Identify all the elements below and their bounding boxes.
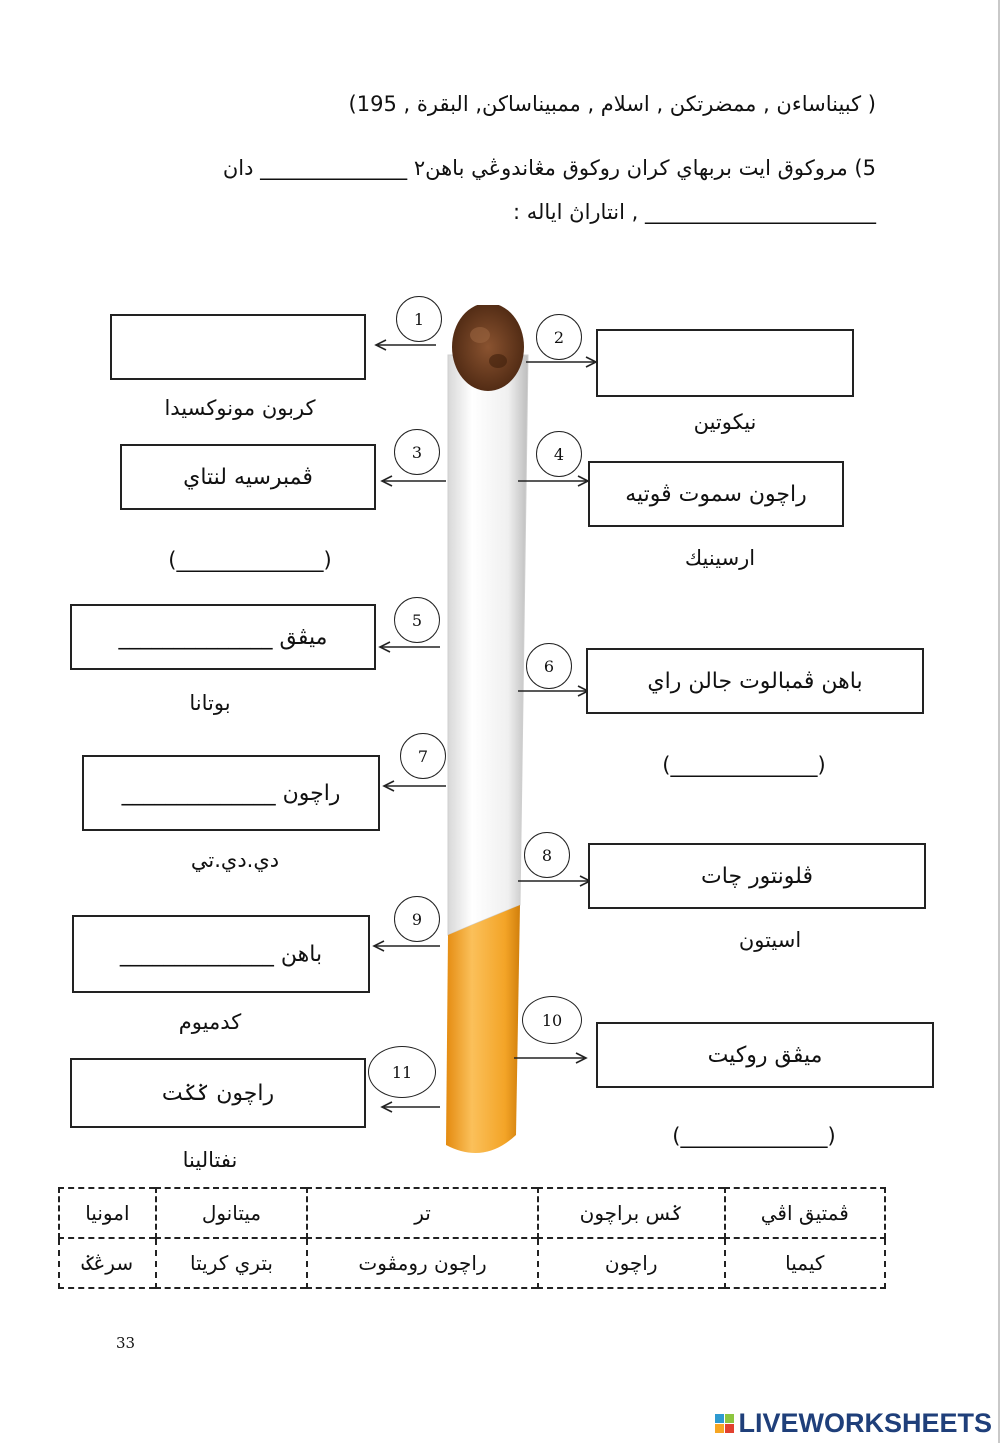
label-10-blank[interactable]: (______________) bbox=[672, 1124, 836, 1148]
word-bank-cell[interactable]: تر bbox=[307, 1188, 538, 1238]
number-circle-1: 1 bbox=[396, 296, 442, 342]
number-circle-9: 9 bbox=[394, 896, 440, 942]
page-number: 33 bbox=[116, 1334, 136, 1352]
liveworksheets-icon bbox=[715, 1414, 734, 1433]
number-circle-2: 2 bbox=[536, 314, 582, 360]
answer-box-3[interactable]: ڤمبرسيه لنتاي bbox=[120, 444, 376, 510]
answer-box-11[interactable]: راچون ݢݢت bbox=[70, 1058, 366, 1128]
brand-name: LIVEWORKSHEETS bbox=[738, 1408, 992, 1438]
number-circle-11: 11 bbox=[368, 1046, 436, 1098]
answer-box-4[interactable]: راچون سموت ڤوتيه bbox=[588, 461, 844, 527]
word-bank-cell[interactable]: بتري كريتا bbox=[156, 1238, 308, 1288]
label-4: ارسينيك bbox=[684, 546, 756, 570]
number-circle-7: 7 bbox=[400, 733, 446, 779]
answer-box-6[interactable]: باهن ڤمبالوت جالن راي bbox=[586, 648, 924, 714]
word-bank-cell[interactable]: امونيا bbox=[59, 1188, 156, 1238]
header-line-1: ( كبيناساءن , ممضرتكن , اسلام , ممبيناساكن, البقرة , 195) bbox=[348, 92, 876, 116]
word-bank-table bbox=[58, 1187, 886, 1289]
answer-box-8[interactable]: ڤلونتور چات bbox=[588, 843, 926, 909]
label-8: اسيتون bbox=[738, 928, 802, 952]
label-3-blank[interactable]: (______________) bbox=[168, 548, 332, 572]
label-6-blank[interactable]: (______________) bbox=[662, 753, 826, 777]
word-bank-cell[interactable]: راچون bbox=[538, 1238, 725, 1288]
answer-box-9[interactable]: باهن ______________ bbox=[72, 915, 370, 993]
number-circle-3: 3 bbox=[394, 429, 440, 475]
number-circle-5: 5 bbox=[394, 597, 440, 643]
number-circle-8: 8 bbox=[524, 832, 570, 878]
word-bank-cell[interactable]: ڤمتيق اڤي bbox=[725, 1188, 885, 1238]
answer-box-5[interactable]: ميڤق ______________ bbox=[70, 604, 376, 670]
header-line-3: ______________________ , انتاراڽ اياله : bbox=[513, 200, 876, 224]
number-circle-10: 10 bbox=[522, 996, 582, 1044]
word-bank-cell[interactable]: راچون رومڤوت bbox=[307, 1238, 538, 1288]
label-2: نيكوتين bbox=[693, 410, 757, 434]
number-circle-6: 6 bbox=[526, 643, 572, 689]
label-11: نفتالينا bbox=[182, 1148, 238, 1172]
label-9: كدميوم bbox=[178, 1010, 242, 1034]
answer-box-2[interactable] bbox=[596, 329, 854, 397]
word-bank-cell[interactable]: سرڠݢ bbox=[59, 1238, 156, 1288]
answer-box-1[interactable] bbox=[110, 314, 366, 380]
label-5: بوتانا bbox=[189, 691, 231, 715]
liveworksheets-logo[interactable] bbox=[715, 1408, 992, 1439]
label-1: كربون مونوكسيدا bbox=[164, 396, 316, 420]
answer-box-10[interactable]: ميڤق روكيت bbox=[596, 1022, 934, 1088]
word-bank-cell[interactable]: ميتانول bbox=[156, 1188, 308, 1238]
header-line-2: 5) مروكوق ايت بربهاي كران روكوق مڠاندوڠي باهن٢ ______________ دان bbox=[222, 156, 876, 180]
word-bank-cell[interactable]: ݢس براچون bbox=[538, 1188, 725, 1238]
word-bank-row bbox=[59, 1238, 885, 1288]
number-circle-4: 4 bbox=[536, 431, 582, 477]
label-7: دي.دي.تي bbox=[190, 848, 280, 872]
answer-box-7[interactable]: راچون ______________ bbox=[82, 755, 380, 831]
word-bank-cell[interactable]: كيميا bbox=[725, 1238, 885, 1288]
word-bank-row bbox=[59, 1188, 885, 1238]
